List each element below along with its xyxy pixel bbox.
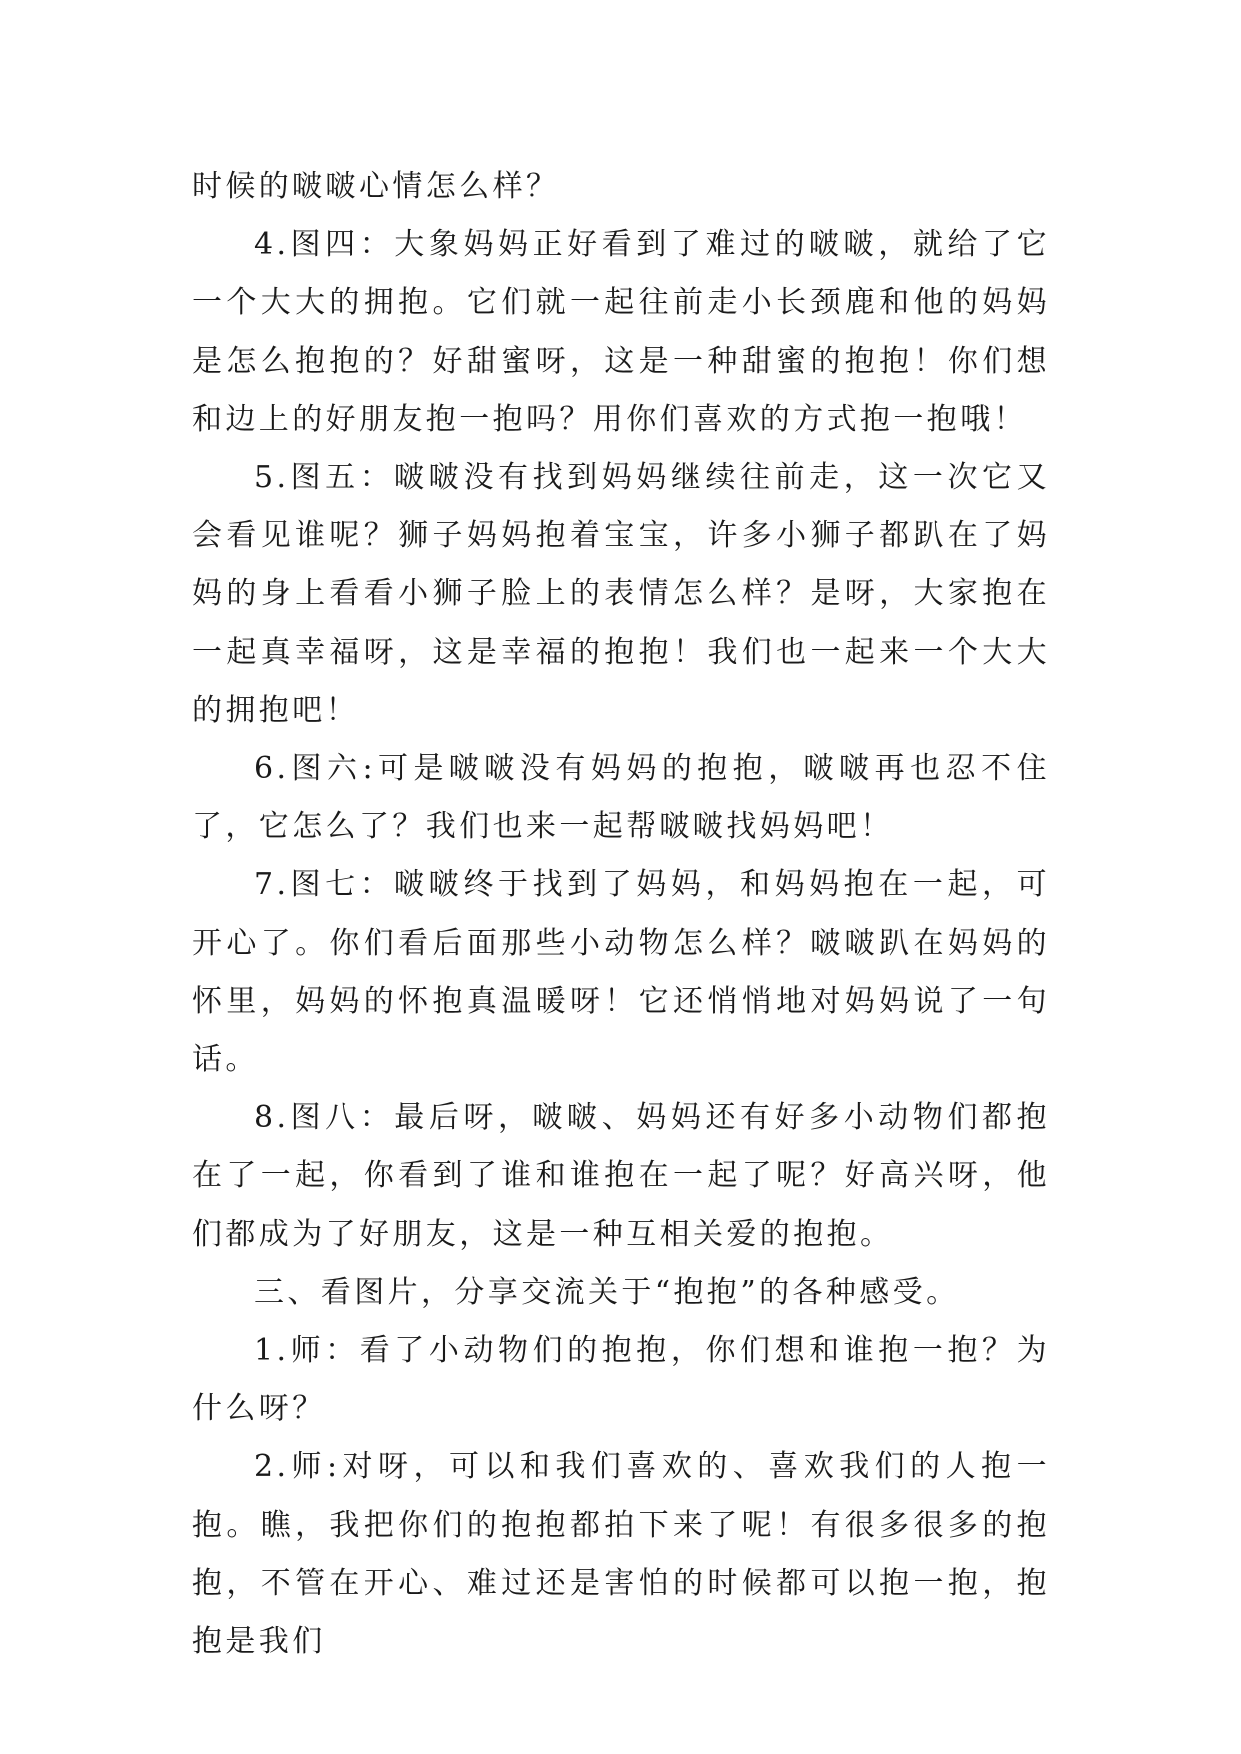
- paragraph-teacher-1: 1.师：看了小动物们的抱抱，你们想和谁抱一抱？为什么呀？: [192, 1333, 1050, 1427]
- paragraph-picture-4: 4.图四：大象妈妈正好看到了难过的啵啵，就给了它一个大大的拥抱。它们就一起往前走小长颈鹿和他的妈妈是怎么抱抱的？好甜蜜呀，这是一种甜蜜的抱抱！你们想和边上的好朋友抱一抱吗？用你们喜欢的方式抱一抱哦！: [192, 227, 1050, 437]
- section-heading-three: 三、看图片，分享交流关于“抱抱”的各种感受。: [254, 1274, 960, 1310]
- paragraph-picture-5: 5.图五：啵啵没有找到妈妈继续往前走，这一次它又会看见谁呢？狮子妈妈抱着宝宝，许多小狮子都趴在了妈妈的身上看看小狮子脸上的表情怎么样？是呀，大家抱在一起真幸福呀，这是幸福的抱抱！我们也一起来一个大大的拥抱吧！: [192, 460, 1050, 728]
- paragraph-picture-7: 7.图七：啵啵终于找到了妈妈，和妈妈抱在一起，可开心了。你们看后面那些小动物怎么样？啵啵趴在妈妈的怀里，妈妈的怀抱真温暖呀！它还悄悄地对妈妈说了一句话。: [192, 867, 1050, 1078]
- paragraph-picture-8: 8.图八：最后呀，啵啵、妈妈还有好多小动物们都抱在了一起，你看到了谁和谁抱在一起了呢？好高兴呀，他们都成为了好朋友，这是一种互相关爱的抱抱。: [192, 1100, 1050, 1252]
- paragraph-picture-6: 6.图六:可是啵啵没有妈妈的抱抱，啵啵再也忍不住了，它怎么了？我们也来一起帮啵啵找妈妈吧！: [192, 751, 1050, 845]
- paragraph-continuation: 时候的啵啵心情怎么样？: [192, 169, 560, 204]
- paragraph-teacher-2: 2.师:对呀，可以和我们喜欢的、喜欢我们的人抱一抱。瞧，我把你们的抱抱都拍下来了呢！有很多很多的抱抱，不管在开心、难过还是害怕的时候都可以抱一抱，抱抱是我们: [192, 1449, 1050, 1660]
- document-body: [192, 158, 1050, 1671]
